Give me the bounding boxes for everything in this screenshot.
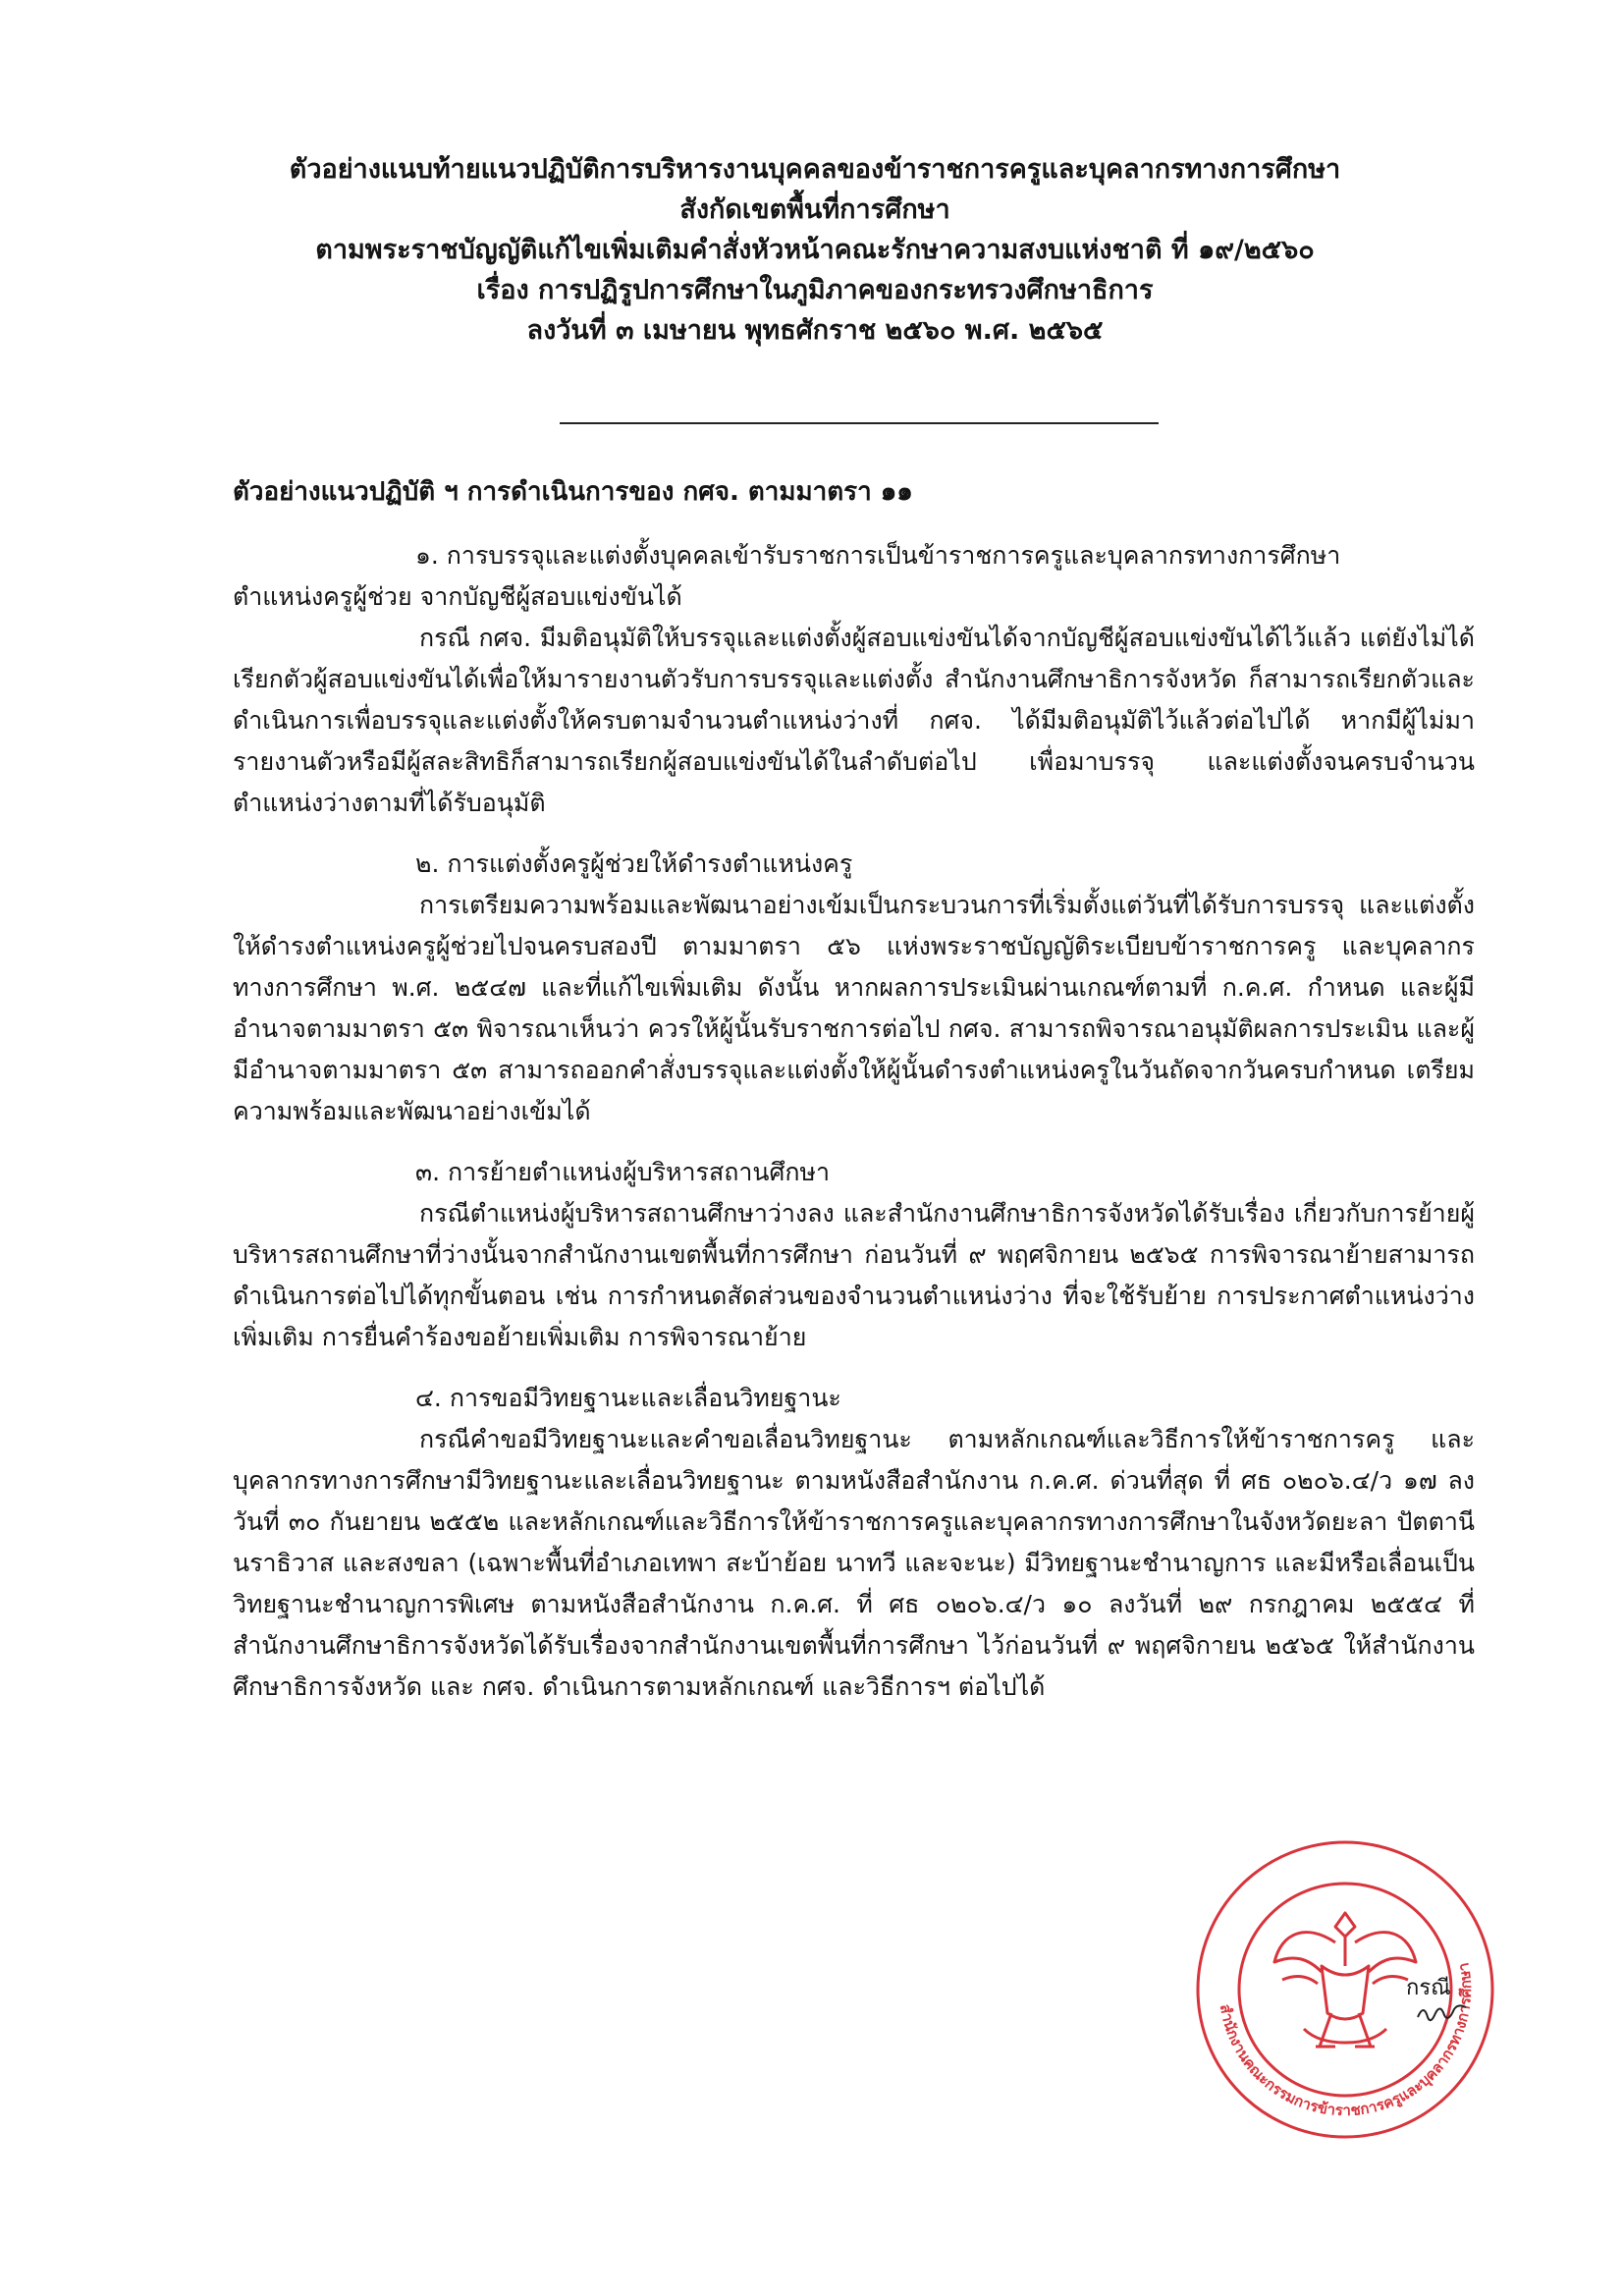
signature-mark [1414,1999,1471,2025]
header-line-2: สังกัดเขตพื้นที่การศึกษา [679,194,950,225]
item-heading: ๔. การขอมีวิทยฐานะและเลื่อนวิทยฐานะ [415,1384,841,1412]
official-seal [1188,1832,1502,2147]
item-4 [233,1378,1475,1708]
header-line-1: ตัวอย่างแนบท้ายแนวปฏิบัติการบริหารงานบุคคลของข้าราชการครูและบุคลากรทางการศึกษา [289,154,1341,185]
document-header [196,149,1434,351]
item-3 [233,1152,1475,1358]
seal-text: สำนักงานคณะกรรมการข้าราชการครูและบุคลากรทางการศึกษา [1216,1961,1476,2120]
header-line-4: เรื่อง การปฏิรูปการศึกษาในภูมิภาคของกระทรวงศึกษาธิการ [476,275,1154,305]
item-paragraph: กรณี กศจ. มีมติอนุมัติให้บรรจุและแต่งตั้งผู้สอบแข่งขันได้จากบัญชีผู้สอบแข่งขันได้ไว้แล้ว แต่ยังไม่ได้เรียกตัวผู้สอบแข่งขันได้เพื่อให้มารายงานตัวรับการบรรจุและแต่งตั้ง สำนักงานศึกษาธิการจังหวัด ก็สามารถเรียกตัวและดำเนินการเพื่อบรรจุและแต่งตั้งให้ครบตามจำนวนตำแหน่งว่างที่ กศจ. ได้มีมติอนุมัติไว้แล้วต่อไปได้ หากมีผู้ไม่มารายงานตัวหรือมีผู้สละสิทธิก็สามารถเรียกผู้สอบแข่งขันได้ในลำดับต่อไป เพื่อมาบรรจุ และแต่งตั้งจนครบจำนวนตำแหน่งว่างตามที่ได้รับอนุมัติ [233,624,1475,817]
item-heading-continued: ตำแหน่งครูผู้ช่วย จากบัญชีผู้สอบแข่งขันได้ [233,582,682,611]
header-line-5: ลงวันที่ ๓ เมษายน พุทธศักราช ๒๕๖๐ พ.ศ. ๒๕๖๕ [526,315,1104,346]
item-paragraph: การเตรียมความพร้อมและพัฒนาอย่างเข้มเป็นกระบวนการที่เริ่มตั้งแต่วันที่ได้รับการบรรจุ และแต่งตั้งให้ดำรงตำแหน่งครูผู้ช่วยไปจนครบสองปี ตามมาตรา ๕๖ แห่งพระราชบัญญัติระเบียบข้าราชการครู และบุคลากรทางการศึกษา พ.ศ. ๒๕๔๗ และที่แก้ไขเพิ่มเติม ดังนั้น หากผลการประเมินผ่านเกณฑ์ตามที่ ก.ค.ศ. กำหนด และผู้มีอำนาจตามมาตรา ๕๓ พิจารณาเห็นว่า ควรให้ผู้นั้นรับราชการต่อไป กศจ. สามารถพิจารณาอนุมัติผลการประเมิน และผู้มีอำนาจตามมาตรา ๕๓ สามารถออกคำสั่งบรรจุและแต่งตั้งให้ผู้นั้นดำรงตำแหน่งครูในวันถัดจากวันครบกำหนด เตรียมความพร้อมและพัฒนาอย่างเข้มได้ [233,891,1475,1125]
footer-note: กรณี [1406,1976,1451,2000]
garuda-emblem [1274,1913,1416,2047]
item-heading: ๒. การแต่งตั้งครูผู้ช่วยให้ดำรงตำแหน่งครู [415,849,853,878]
item-2 [233,844,1475,1132]
item-heading: ๑. การบรรจุและแต่งตั้งบุคคลเข้ารับราชการเป็นข้าราชการครูและบุคลากรทางการศึกษา [415,541,1341,570]
item-heading: ๓. การย้ายตำแหน่งผู้บริหารสถานศึกษา [415,1158,831,1186]
header-divider [560,422,1159,424]
section-title: ตัวอย่างแนวปฏิบัติ ฯ การดำเนินการของ กศจ. ตามมาตรา ๑๑ [233,477,913,507]
item-1 [233,535,1475,824]
item-paragraph: กรณีคำขอมีวิทยฐานะและคำขอเลื่อนวิทยฐานะ ตามหลักเกณฑ์และวิธีการให้ข้าราชการครู และบุคลากรทางการศึกษามีวิทยฐานะและเลื่อนวิทยฐานะ ตามหนังสือสำนักงาน ก.ค.ศ. ด่วนที่สุด ที่ ศธ ๐๒๐๖.๔/ว ๑๗ ลงวันที่ ๓๐ กันยายน ๒๕๕๒ และหลักเกณฑ์และวิธีการให้ข้าราชการครูและบุคลากรทางการศึกษาในจังหวัดยะลา ปัตตานี นราธิวาส และสงขลา (เฉพาะพื้นที่อำเภอเทพา สะบ้าย้อย นาทวี และจะนะ) มีวิทยฐานะชำนาญการ และมีหรือเลื่อนเป็นวิทยฐานะชำนาญการพิเศษ ตามหนังสือสำนักงาน ก.ค.ศ. ที่ ศธ ๐๒๐๖.๔/ว ๑๐ ลงวันที่ ๒๙ กรกฎาคม ๒๕๕๔ ที่สำนักงานศึกษาธิการจังหวัดได้รับเรื่องจากสำนักงานเขตพื้นที่การศึกษา ไว้ก่อนวันที่ ๙ พฤศจิกายน ๒๕๖๕ ให้สำนักงานศึกษาธิการจังหวัด และ กศจ. ดำเนินการตามหลักเกณฑ์ และวิธีการฯ ต่อไปได้ [233,1425,1475,1701]
document-body [233,535,1475,1727]
header-line-3: ตามพระราชบัญญัติแก้ไขเพิ่มเติมคำสั่งหัวหน้าคณะรักษาความสงบแห่งชาติ ที่ ๑๙/๒๕๖๐ [315,235,1315,265]
item-paragraph: กรณีตำแหน่งผู้บริหารสถานศึกษาว่างลง และสำนักงานศึกษาธิการจังหวัดได้รับเรื่อง เกี่ยวกับการย้ายผู้บริหารสถานศึกษาที่ว่างนั้นจากสำนักงานเขตพื้นที่การศึกษา ก่อนวันที่ ๙ พฤศจิกายน ๒๕๖๕ การพิจารณาย้ายสามารถดำเนินการต่อไปได้ทุกขั้นตอน เช่น การกำหนดสัดส่วนของจำนวนตำแหน่งว่าง ที่จะใช้รับย้าย การประกาศตำแหน่งว่างเพิ่มเติม การยื่นคำร้องขอย้ายเพิ่มเติม การพิจารณาย้าย [233,1199,1475,1351]
